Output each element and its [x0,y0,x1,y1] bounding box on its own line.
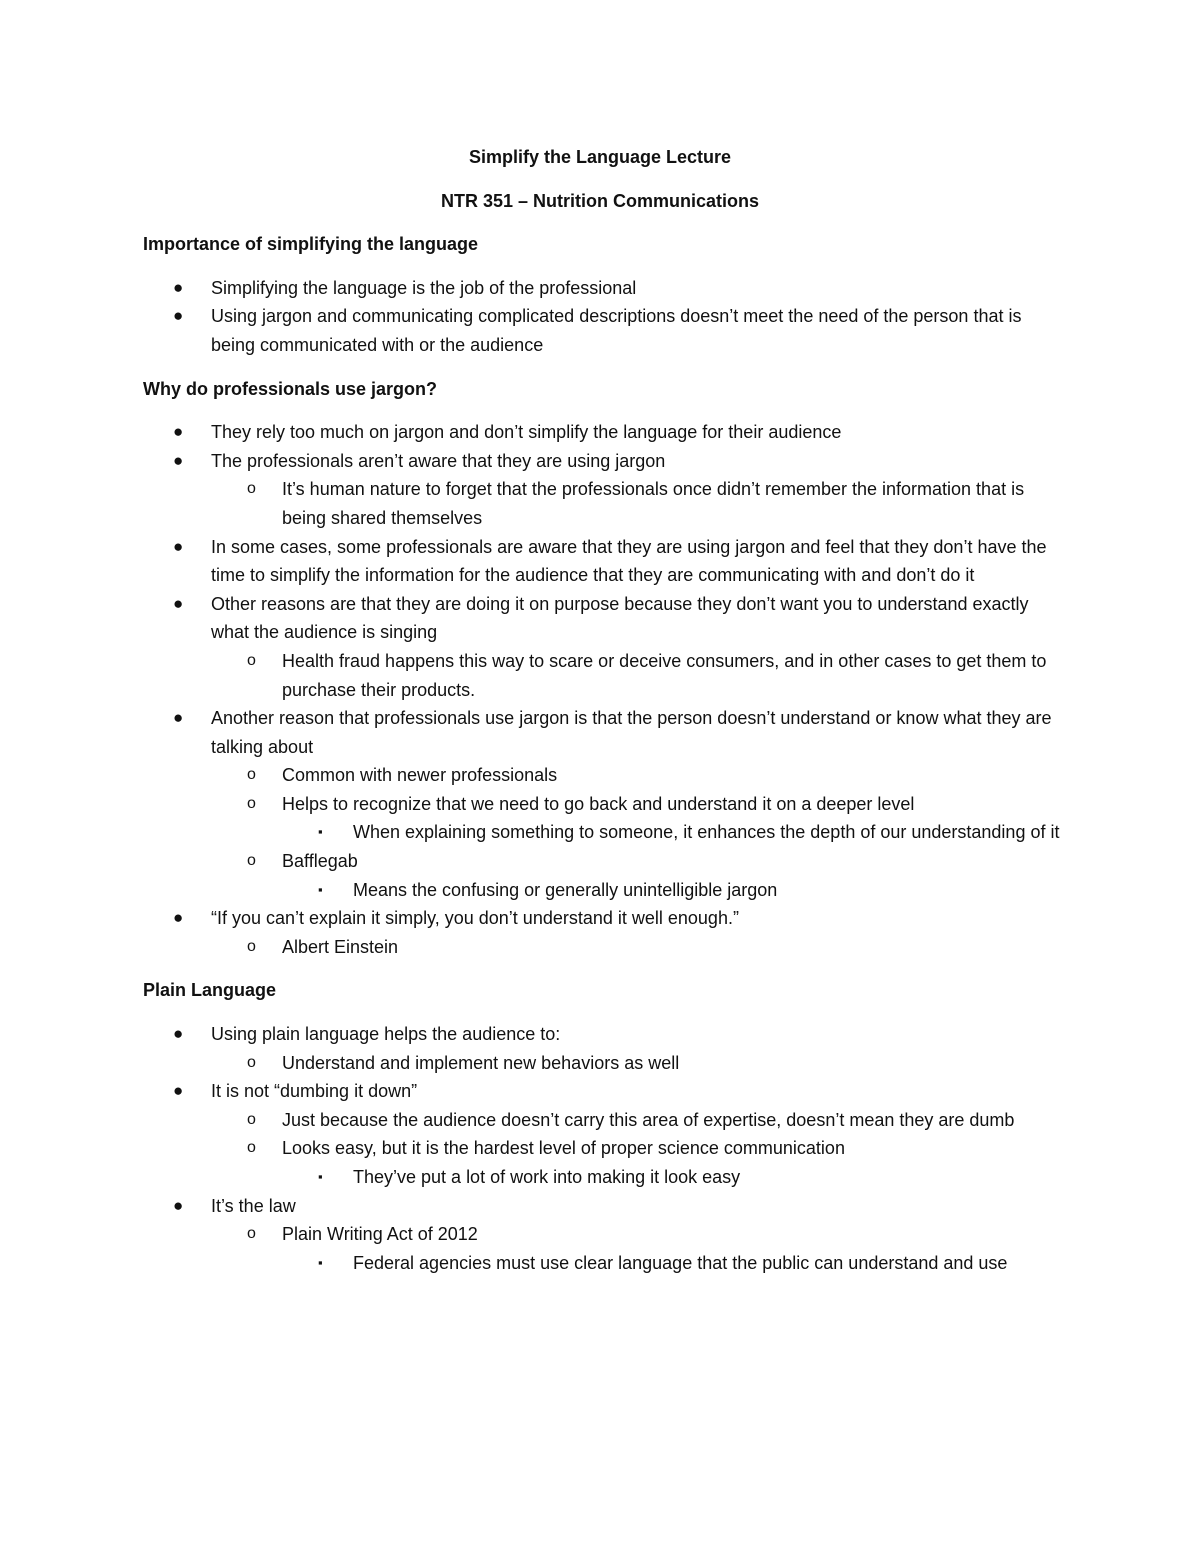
list-item-text: Using plain language helps the audience to: [211,1024,561,1045]
sub-list-item [247,1134,1070,1191]
list-item-text: Using jargon and communicating complicated descriptions doesn’t meet the need of the person that is being communicated with or the audience [211,306,1022,355]
list-item [173,1020,1070,1077]
list-item [173,704,1070,904]
sub-sub-list [282,1163,1070,1192]
sub-list [211,933,1070,962]
sub-list-item [247,1220,1070,1277]
bullet-icon: ● [173,1081,184,1101]
circle-bullet-icon: o [247,480,256,498]
sub-list-item-text: Plain Writing Act of 2012 [282,1224,478,1245]
square-bullet-icon: ▪ [318,1254,323,1270]
sub-list-item [247,1106,1070,1135]
section-heading-plain-language: Plain Language [143,980,277,1001]
sub-list-item-text: Bafflegab [282,851,358,872]
bullet-icon: ● [173,1195,184,1215]
sub-list-item [247,847,1070,904]
sub-list-item-text: Helps to recognize that we need to go back and understand it on a deeper level [282,793,915,814]
bullet-icon: ● [173,536,184,556]
sub-list [211,1106,1070,1192]
bullet-icon: ● [173,306,184,326]
sub-list-item [247,761,1070,790]
circle-bullet-icon: o [247,1225,256,1243]
bullet-list [0,1020,1200,1277]
list-item-text: It is not “dumbing it down” [211,1081,418,1102]
bullet-list [0,274,1200,360]
section-heading-importance: Importance of simplifying the language [143,234,479,255]
sub-list-item-text: Looks easy, but it is the hardest level of proper science communication [282,1138,845,1159]
bullet-icon: ● [173,450,184,470]
circle-bullet-icon: o [247,1053,256,1071]
bullet-icon: ● [173,593,184,613]
sub-list-item [247,790,1070,847]
list-item [173,533,1070,590]
list-item-text: Simplifying the language is the job of the professional [211,277,637,298]
circle-bullet-icon: o [247,852,256,870]
sub-sub-list-item [318,818,1070,847]
list-item [173,590,1070,704]
list-item-text: In some cases, some professionals are aware that they are using jargon and feel that they don’t have the time to simplify the information for the audience that they are communicating with and don’t do it [211,536,1047,586]
sub-sub-list-item [318,876,1070,905]
circle-bullet-icon: o [247,937,256,955]
bullet-icon: ● [173,277,184,297]
list-item [173,904,1070,961]
sub-list [211,761,1070,904]
sub-sub-list-item-text: Federal agencies must use clear language that the public can understand and use [353,1252,1008,1273]
sub-list [211,647,1070,704]
circle-bullet-icon: o [247,1110,256,1128]
circle-bullet-icon: o [247,651,256,669]
square-bullet-icon: ▪ [318,824,323,840]
list-item-text: Another reason that professionals use jargon is that the person doesn’t understand or know what they are talking about [211,708,1052,757]
list-item [173,302,1070,359]
bullet-list [0,418,1200,961]
sub-list-item-text: Just because the audience doesn’t carry this area of expertise, doesn’t mean they are dumb [282,1109,1015,1130]
sub-list-item-text: It’s human nature to forget that the professionals once didn’t remember the information that is being shared themselves [282,479,1025,528]
sub-sub-list [282,1249,1070,1278]
sub-sub-list-item-text: Means the confusing or generally unintelligible jargon [353,879,778,900]
list-item [173,274,1070,303]
sub-list-item [247,933,1070,962]
bullet-icon: ● [173,1024,184,1044]
circle-bullet-icon: o [247,794,256,812]
sub-sub-list [282,876,1070,905]
sub-list [211,1220,1070,1277]
list-item-text: Other reasons are that they are doing it on purpose because they don’t want you to understand exactly what the audience is singing [211,593,1029,643]
document-body [0,143,1200,1292]
sub-sub-list-item [318,1163,1070,1192]
bullet-icon: ● [173,708,184,728]
sub-sub-list-item [318,1249,1070,1278]
sub-list-item-text: Health fraud happens this way to scare or deceive consumers, and in other cases to get them to purchase their products. [282,650,1047,700]
sub-list [211,475,1070,532]
section-heading-why-jargon: Why do professionals use jargon? [143,378,438,399]
list-item-text: They rely too much on jargon and don’t simplify the language for their audience [211,422,842,443]
sub-list-item-text: Understand and implement new behaviors as well [282,1052,680,1073]
sub-sub-list [282,818,1070,847]
list-item [173,447,1070,533]
square-bullet-icon: ▪ [318,1169,323,1184]
sub-sub-list-item-text: When explaining something to someone, it enhances the depth of our understanding of it [353,822,1060,843]
list-item-text: The professionals aren’t aware that they are using jargon [211,450,666,471]
sub-list-item-text: Common with newer professionals [282,765,558,786]
sub-list-item [247,1049,1070,1078]
circle-bullet-icon: o [247,1139,256,1157]
list-item [173,1192,1070,1278]
sub-list-item [247,647,1070,704]
list-item [173,1077,1070,1191]
sub-sub-list-item-text: They’ve put a lot of work into making it look easy [353,1167,741,1187]
square-bullet-icon: ▪ [318,881,323,897]
list-item [173,418,1070,447]
circle-bullet-icon: o [247,766,256,784]
document-subtitle: NTR 351 – Nutrition Communications [440,190,760,211]
list-item-text: “If you can’t explain it simply, you don’t understand it well enough.” [211,908,739,929]
sub-list-item [247,475,1070,532]
sub-list-item-text: Albert Einstein [282,936,399,957]
bullet-icon: ● [173,422,184,442]
sub-list [211,1049,1070,1078]
document-title: Simplify the Language Lecture [468,147,732,167]
bullet-icon: ● [173,908,184,928]
list-item-text: It’s the law [211,1195,296,1216]
